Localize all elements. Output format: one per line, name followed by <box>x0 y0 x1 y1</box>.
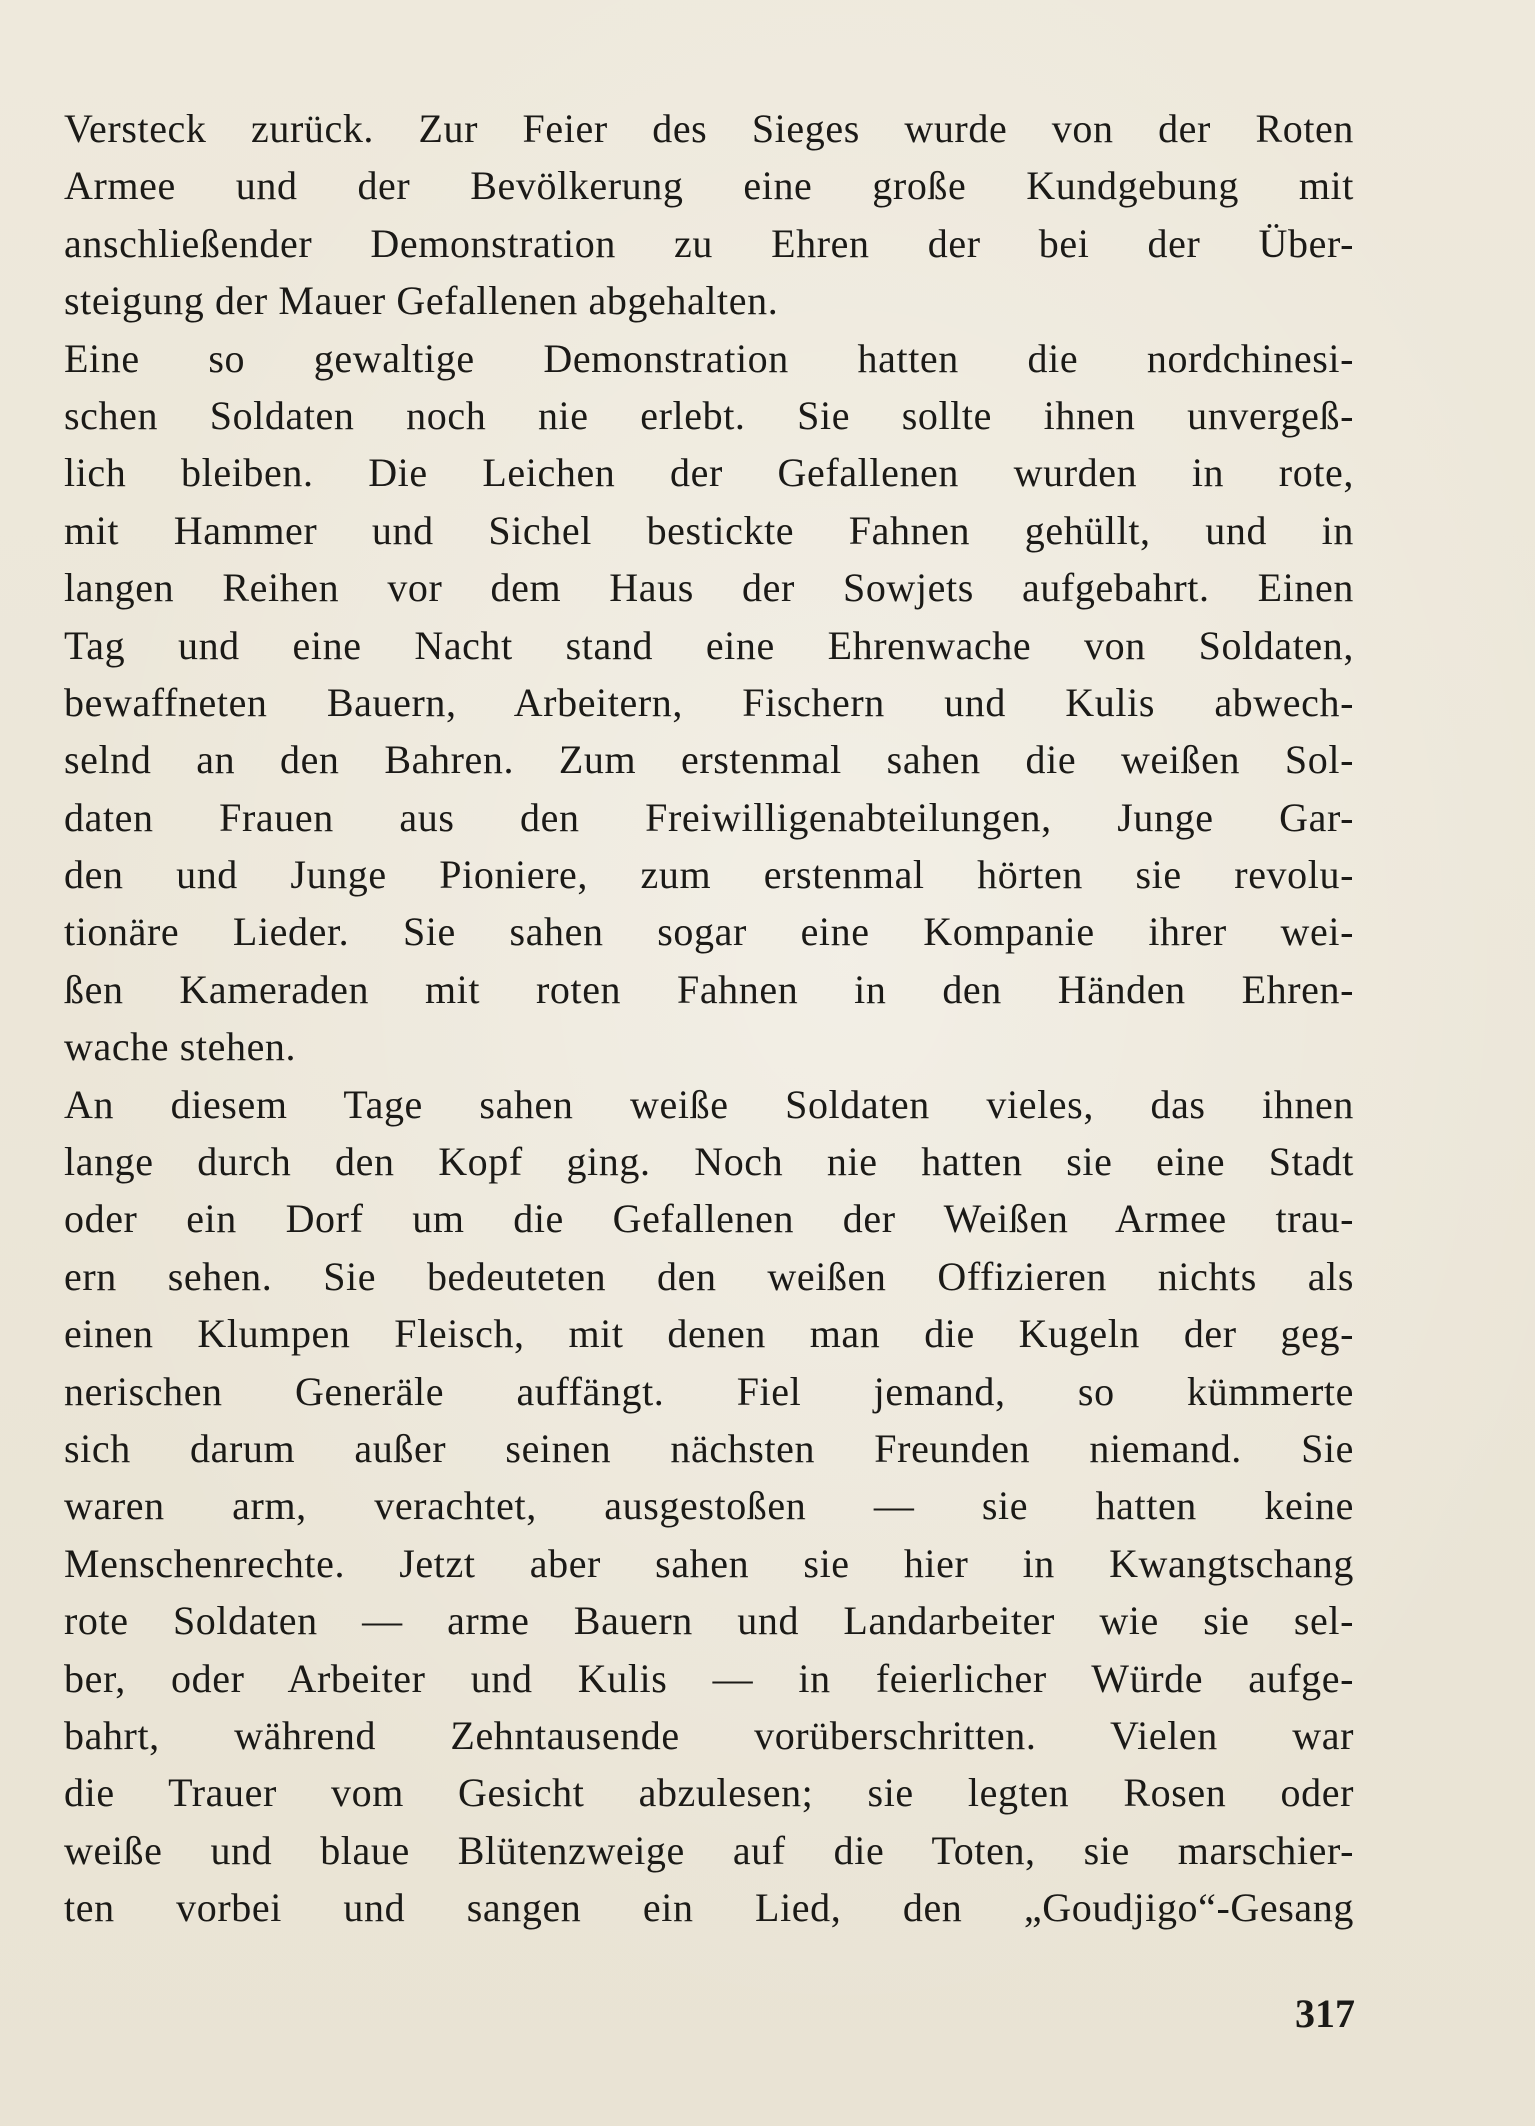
text-line: den und Junge Pioniere, zum erstenmal hörten sie revolu- <box>64 852 1354 898</box>
text-line: schen Soldaten noch nie erlebt. Sie sollte ihnen unvergeß- <box>64 392 1354 438</box>
page-number: 317 <box>1295 1991 1355 2036</box>
text-line: sich darum außer seinen nächsten Freunden niemand. Sie <box>64 1425 1354 1471</box>
text-line: steigung der Mauer Gefallenen abgehalten. <box>64 278 779 324</box>
text-line: tionäre Lieder. Sie sahen sogar eine Kompanie ihrer wei- <box>64 909 1354 955</box>
text-line: ßen Kameraden mit roten Fahnen in den Händen Ehren- <box>64 966 1354 1012</box>
text-line: Eine so gewaltige Demonstration hatten die nordchinesi- <box>64 335 1354 381</box>
text-line: ern sehen. Sie bedeuteten den weißen Offizieren nichts als <box>64 1253 1354 1299</box>
text-line: daten Frauen aus den Freiwilligenabteilungen, Junge Gar- <box>64 794 1354 840</box>
text-line: anschließender Demonstration zu Ehren der bei der Über- <box>64 220 1354 266</box>
text-line: waren arm, verachtet, ausgestoßen — sie hatten keine <box>64 1483 1354 1529</box>
text-line: Tag und eine Nacht stand eine Ehrenwache von Soldaten, <box>64 622 1354 668</box>
text-line: lange durch den Kopf ging. Noch nie hatten sie eine Stadt <box>64 1139 1354 1185</box>
text-line: die Trauer vom Gesicht abzulesen; sie legten Rosen oder <box>64 1770 1354 1816</box>
text-line: wache stehen. <box>64 1024 297 1070</box>
text-line: mit Hammer und Sichel bestickte Fahnen gehüllt, und in <box>64 507 1354 553</box>
text-line: An diesem Tage sahen weiße Soldaten vieles, das ihnen <box>64 1081 1354 1127</box>
text-line: ber, oder Arbeiter und Kulis — in feierlicher Würde aufge- <box>64 1655 1354 1701</box>
text-line: oder ein Dorf um die Gefallenen der Weißen Armee trau- <box>64 1196 1354 1242</box>
text-line: bewaffneten Bauern, Arbeitern, Fischern und Kulis abwech- <box>64 679 1354 725</box>
text-line: Versteck zurück. Zur Feier des Sieges wurde von der Roten <box>64 106 1354 151</box>
text-line: bahrt, während Zehntausende vorüberschritten. Vielen war <box>64 1712 1354 1758</box>
text-line: selnd an den Bahren. Zum erstenmal sahen die weißen Sol- <box>64 737 1354 783</box>
text-line: einen Klumpen Fleisch, mit denen man die Kugeln der geg- <box>64 1311 1354 1357</box>
text-line: nerischen Generäle auffängt. Fiel jemand, so kümmerte <box>64 1368 1354 1414</box>
text-line: weiße und blaue Blütenzweige auf die Toten, sie marschier- <box>64 1827 1354 1873</box>
text-line: Menschenrechte. Jetzt aber sahen sie hier in Kwangtschang <box>64 1540 1354 1586</box>
text-line: rote Soldaten — arme Bauern und Landarbeiter wie sie sel- <box>64 1598 1354 1644</box>
text-line: Armee und der Bevölkerung eine große Kundgebung mit <box>64 163 1354 209</box>
text-line: langen Reihen vor dem Haus der Sowjets aufgebahrt. Einen <box>64 565 1354 611</box>
body-text <box>64 100 1354 1937</box>
text-line: lich bleiben. Die Leichen der Gefallenen wurden in rote, <box>64 450 1354 496</box>
text-line: ten vorbei und sangen ein Lied, den „Goudjigo“-Gesang <box>64 1885 1354 1931</box>
